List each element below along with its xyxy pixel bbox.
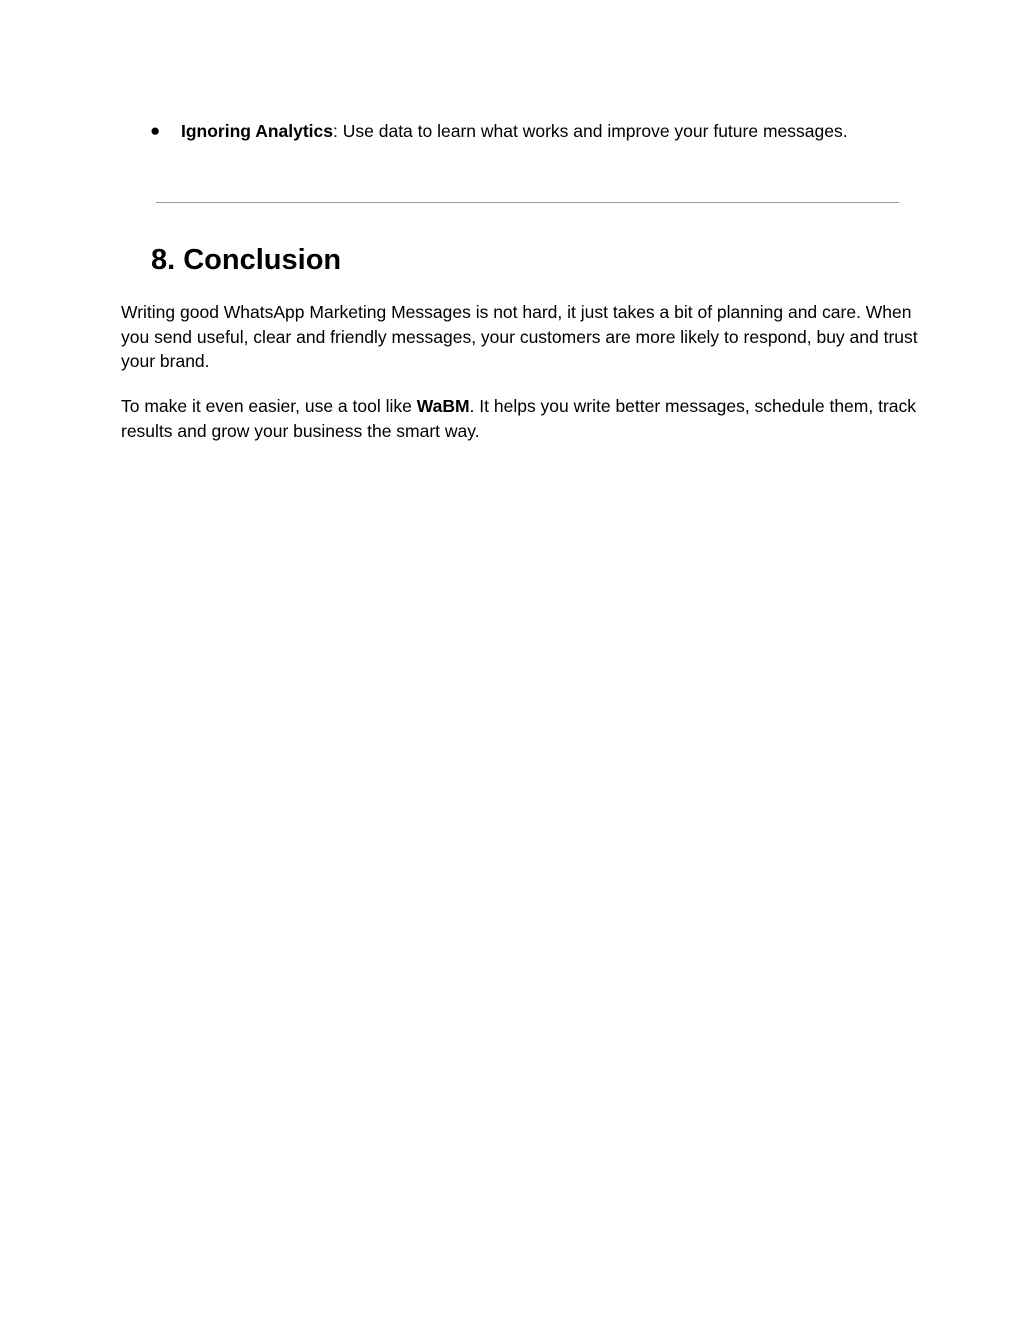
- bullet-text: [181, 120, 848, 142]
- bullet-term: Ignoring Analytics: [181, 121, 334, 141]
- paragraph-2-start: To make it even easier, use a tool like: [121, 396, 417, 416]
- brand-name: WaBM: [416, 396, 470, 416]
- bullet-description: : Use data to learn what works and improve your future messages.: [333, 121, 848, 141]
- section-heading: 8. Conclusion: [151, 244, 342, 276]
- conclusion-paragraph-2: [121, 394, 921, 443]
- paragraph-2-end: . It helps you write better messages, schedule them, track results and grow your business the smart way.: [121, 396, 917, 441]
- conclusion-paragraph-1: Writing good WhatsApp Marketing Messages is not hard, it just takes a bit of planning and care. When you send useful, clear and friendly messages, your customers are more likely to respond, buy and trust your brand.: [121, 302, 918, 371]
- bullet-marker: ●: [150, 121, 161, 140]
- horizontal-divider: [156, 202, 899, 203]
